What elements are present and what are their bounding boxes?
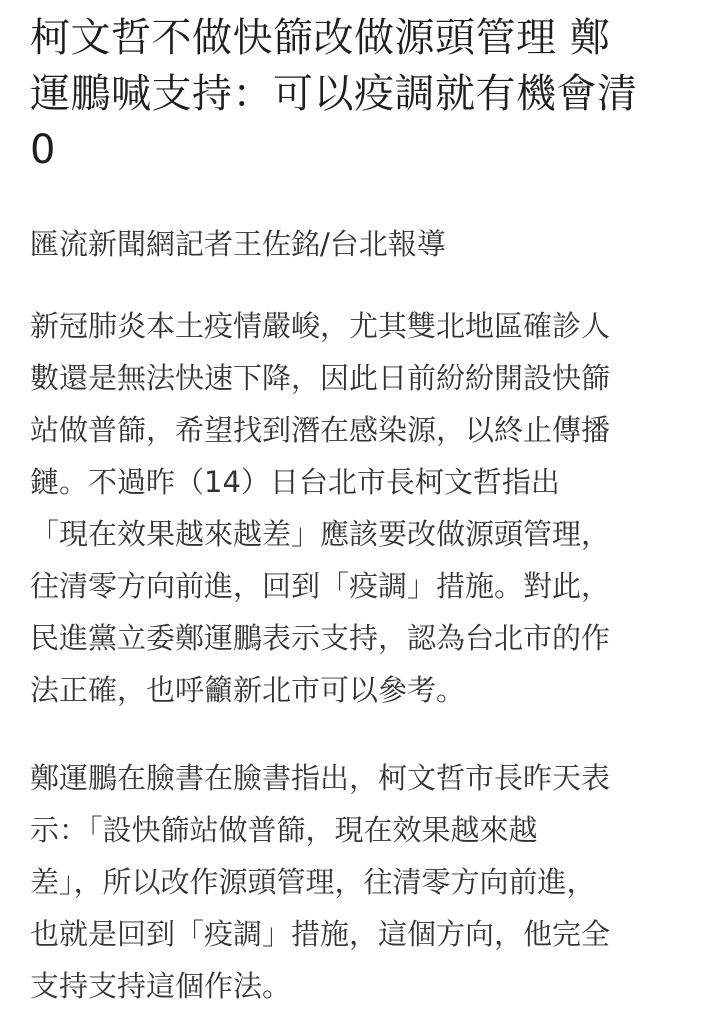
article-paragraph-1: 新冠肺炎本土疫情嚴峻，尤其雙北地區確診人 數還是無法快速下降，因此日前紛紛開設快篩 站做普篩，希望找到潛在感染源，以終止傳播 鏈。不過昨（14）日台北市長柯文哲指出 「現在效果越來越差」應該要改做源頭管理， 往清零方向前進，回到「疫調」措施。對此， 民進黨立委鄭運鵬表示支持，認為台北市的作 法正確，也呼籲新北市可以參考。 xyxy=(30,309,611,707)
article-paragraph-2: 鄭運鵬在臉書在臉書指出，柯文哲市長昨天表 示：「設快篩站做普篩，現在效果越來越 差」，所以改作源頭管理，往清零方向前進， 也就是回到「疫調」措施，這個方向，他完全 支持支持這個作法。 xyxy=(30,761,611,1003)
article-headline: 柯文哲不做快篩改做源頭管理 鄭 運鵬喊支持：可以疫調就有機會清 0 xyxy=(30,15,638,173)
article-byline: 匯流新聞網記者王佐銘/台北報導 xyxy=(30,227,446,261)
